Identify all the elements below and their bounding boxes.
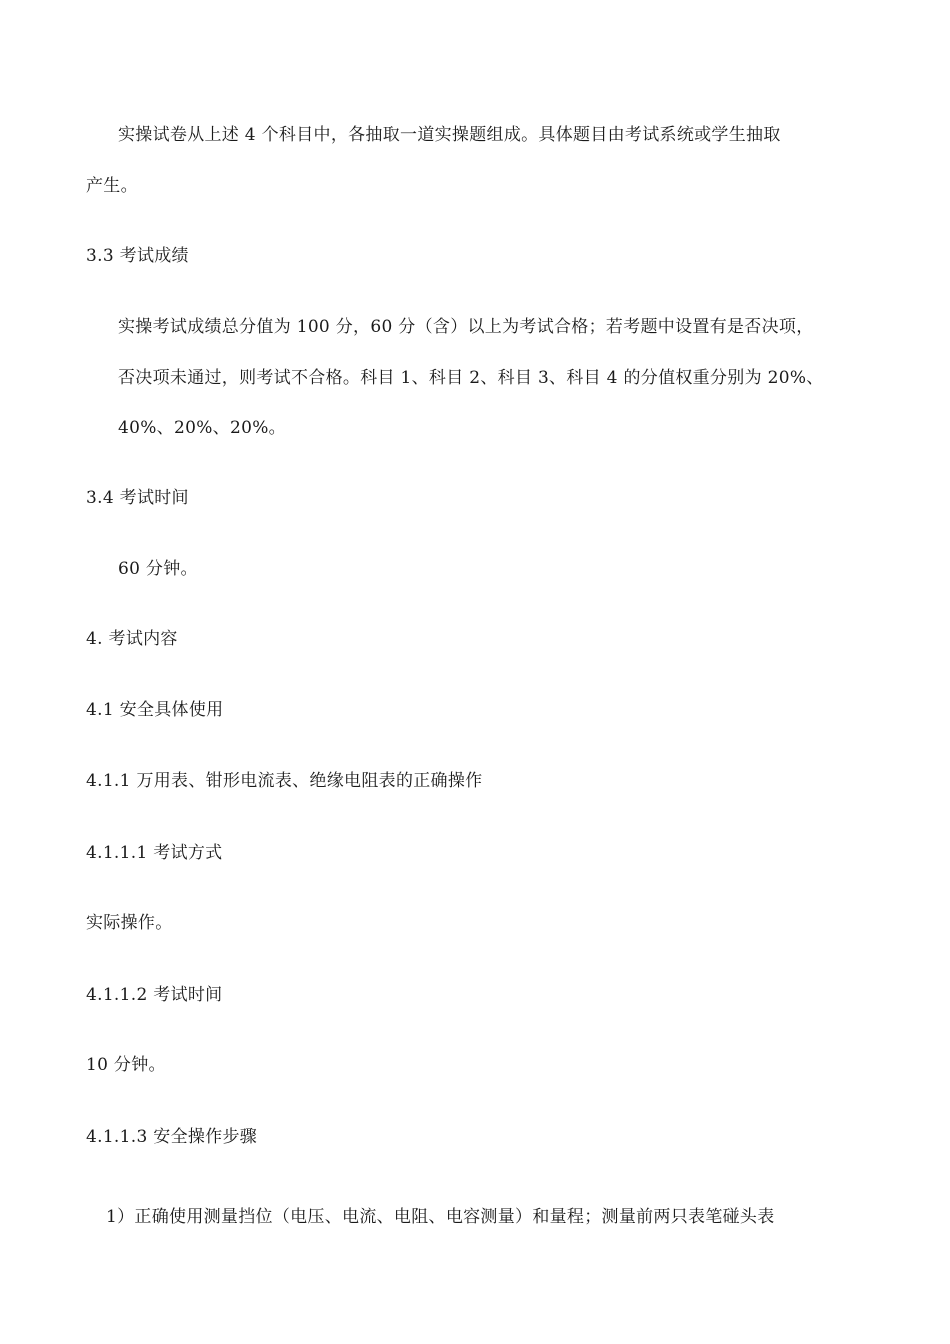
heading-4: 4. 考试内容 [86, 629, 178, 649]
heading-4-1-1-2: 4.1.1.2 考试时间 [86, 985, 223, 1005]
heading-3-4: 3.4 考试时间 [86, 488, 189, 508]
paragraph-exam-paper-line-1: 实操试卷从上述 4 个科目中，各抽取一道实操题组成。具体题目由考试系统或学生抽取 [118, 125, 781, 145]
paragraph-score-line-3: 40%、20%、20%。 [118, 418, 286, 438]
paragraph-score-line-2: 否决项未通过，则考试不合格。科目 1、科目 2、科目 3、科目 4 的分值权重分别为 20%、 [118, 368, 824, 388]
heading-3-3: 3.3 考试成绩 [86, 246, 189, 266]
heading-4-1-1-1: 4.1.1.1 考试方式 [86, 843, 223, 863]
heading-4-1-1-3: 4.1.1.3 安全操作步骤 [86, 1127, 258, 1147]
paragraph-exam-paper-line-2: 产生。 [86, 176, 138, 196]
paragraph-duration: 60 分钟。 [118, 559, 198, 579]
paragraph-exam-method: 实际操作。 [86, 913, 173, 933]
heading-4-1: 4.1 安全具体使用 [86, 700, 224, 720]
list-item-step-1: 1）正确使用测量挡位（电压、电流、电阻、电容测量）和量程；测量前两只表笔碰头表 [106, 1207, 775, 1227]
paragraph-score-line-1: 实操考试成绩总分值为 100 分，60 分（含）以上为考试合格；若考题中设置有是否决项， [118, 317, 814, 337]
heading-4-1-1: 4.1.1 万用表、钳形电流表、绝缘电阻表的正确操作 [86, 771, 483, 791]
paragraph-exam-time: 10 分钟。 [86, 1055, 166, 1075]
